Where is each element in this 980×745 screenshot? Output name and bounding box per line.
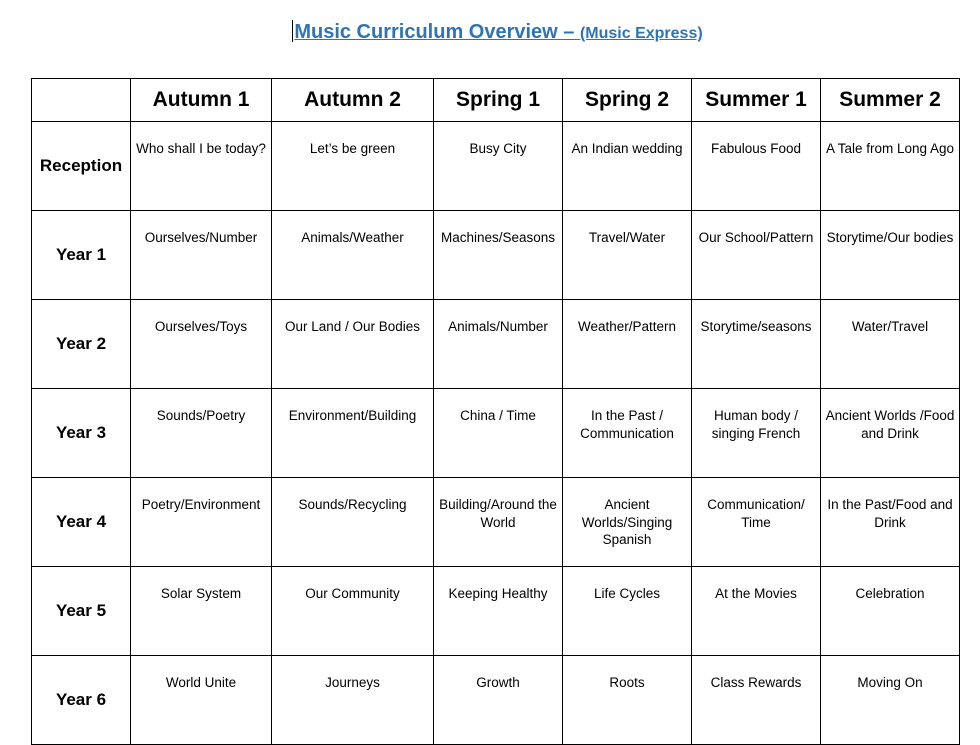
- table-cell: Communication/ Time: [692, 478, 821, 567]
- document-title: [0, 20, 980, 44]
- table-cell: Life Cycles: [563, 567, 692, 656]
- table-cell: Let’s be green: [272, 122, 434, 211]
- column-header: Summer 2: [821, 79, 960, 122]
- table-row: [32, 656, 960, 745]
- table-cell: Storytime/Our bodies: [821, 211, 960, 300]
- table-cell: Sounds/Recycling: [272, 478, 434, 567]
- table-row: [32, 300, 960, 389]
- table-cell: Our Land / Our Bodies: [272, 300, 434, 389]
- table-cell: Machines/Seasons: [434, 211, 563, 300]
- table-cell: Our Community: [272, 567, 434, 656]
- table-cell: A Tale from Long Ago: [821, 122, 960, 211]
- table-cell: Ourselves/Toys: [131, 300, 272, 389]
- table-cell: Journeys: [272, 656, 434, 745]
- table-cell: Roots: [563, 656, 692, 745]
- row-label: Year 6: [32, 656, 131, 745]
- table-cell: At the Movies: [692, 567, 821, 656]
- column-header: Autumn 1: [131, 79, 272, 122]
- column-header: Summer 1: [692, 79, 821, 122]
- table-row: [32, 389, 960, 478]
- table-cell: Our School/Pattern: [692, 211, 821, 300]
- table-cell: Human body / singing French: [692, 389, 821, 478]
- row-label: Year 3: [32, 389, 131, 478]
- table-cell: An Indian wedding: [563, 122, 692, 211]
- table-cell: Moving On: [821, 656, 960, 745]
- table-cell: World Unite: [131, 656, 272, 745]
- table-cell: Weather/Pattern: [563, 300, 692, 389]
- table-cell: In the Past / Communication: [563, 389, 692, 478]
- column-header: Autumn 2: [272, 79, 434, 122]
- table-cell: Solar System: [131, 567, 272, 656]
- row-label: Year 1: [32, 211, 131, 300]
- curriculum-table: [31, 78, 960, 745]
- table-cell: Fabulous Food: [692, 122, 821, 211]
- table-cell: Busy City: [434, 122, 563, 211]
- table-cell: Storytime/seasons: [692, 300, 821, 389]
- table-cell: Keeping Healthy: [434, 567, 563, 656]
- table-cell: Ourselves/Number: [131, 211, 272, 300]
- table-cell: Sounds/Poetry: [131, 389, 272, 478]
- header-corner: [32, 79, 131, 122]
- title-main: Music Curriculum Overview –: [294, 21, 580, 43]
- table-cell: Animals/Weather: [272, 211, 434, 300]
- table-cell: Building/Around the World: [434, 478, 563, 567]
- row-label: Year 2: [32, 300, 131, 389]
- table-row: [32, 567, 960, 656]
- table-cell: Travel/Water: [563, 211, 692, 300]
- table-cell: Celebration: [821, 567, 960, 656]
- table-cell: China / Time: [434, 389, 563, 478]
- table-cell: Poetry/Environment: [131, 478, 272, 567]
- column-header: Spring 2: [563, 79, 692, 122]
- row-label: Reception: [32, 122, 131, 211]
- table-cell: Environment/Building: [272, 389, 434, 478]
- table-row: [32, 211, 960, 300]
- table-cell: Water/Travel: [821, 300, 960, 389]
- header-row: [32, 79, 960, 122]
- row-label: Year 5: [32, 567, 131, 656]
- table-row: [32, 122, 960, 211]
- column-header: Spring 1: [434, 79, 563, 122]
- table-cell: Who shall I be today?: [131, 122, 272, 211]
- title-sub: (Music Express): [579, 25, 703, 42]
- row-label: Year 4: [32, 478, 131, 567]
- table-cell: In the Past/Food and Drink: [821, 478, 960, 567]
- table-cell: Class Rewards: [692, 656, 821, 745]
- table-row: [32, 478, 960, 567]
- table-cell: Ancient Worlds/Singing Spanish: [563, 478, 692, 567]
- table-cell: Growth: [434, 656, 563, 745]
- table-cell: Ancient Worlds /Food and Drink: [821, 389, 960, 478]
- table-cell: Animals/Number: [434, 300, 563, 389]
